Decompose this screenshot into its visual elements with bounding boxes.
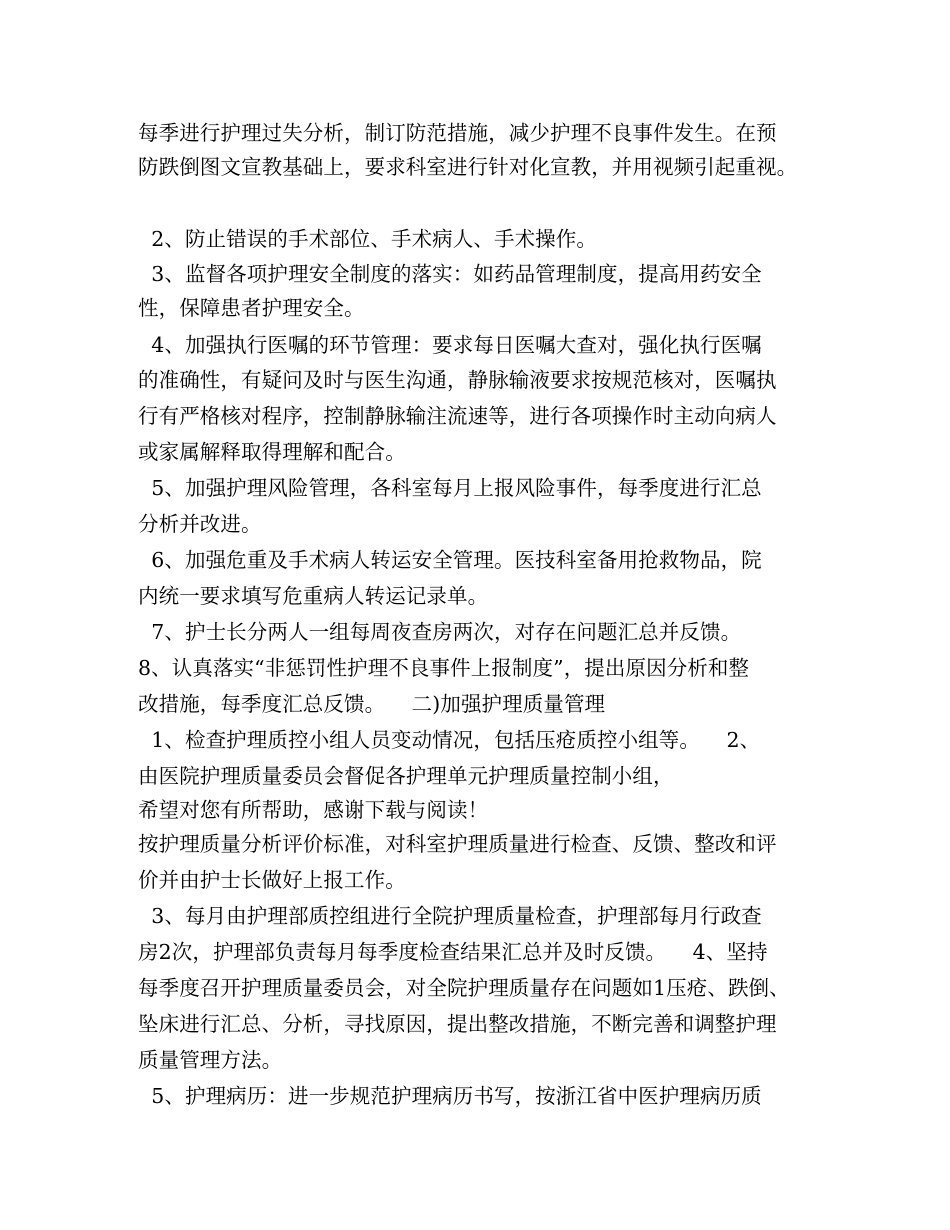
text-line: 希望对您有所帮助，感谢下载与阅读！	[138, 798, 489, 822]
text-line: 每季进行护理过失分析，制订防范措施，减少护理不良事件发生。在预	[138, 121, 777, 145]
text-line: 2、防止错误的手术部位、手术病人、手术操作。	[138, 227, 597, 251]
text-line: 6、加强危重及手术病人转运安全管理。医技科室备用抢救物品，院	[138, 548, 762, 572]
text-line: 4、加强执行医嘱的环节管理：要求每日医嘱大查对，强化执行医嘱	[138, 333, 762, 357]
text-line: 或家属解释取得理解和配合。	[138, 440, 406, 464]
text-line: 每季度召开护理质量委员会，对全院护理质量存在问题如1压疮、跌倒、	[138, 976, 790, 1000]
text-line: 坠床进行汇总、分析，寻找原因，提出整改措施，不断完善和调整护理	[138, 1012, 777, 1036]
text-line: 改措施，每季度汇总反馈。 二)加强护理质量管理	[138, 692, 606, 716]
text-line: 价并由护士长做好上报工作。	[138, 868, 406, 892]
text-line: 5、加强护理风险管理，各科室每月上报风险事件，每季度进行汇总	[138, 476, 762, 500]
text-line: 性，保障患者护理安全。	[138, 296, 365, 320]
text-line: 5、护理病历：进一步规范护理病历书写，按浙江省中医护理病历质	[138, 1084, 762, 1108]
text-line: 质量管理方法。	[138, 1048, 283, 1072]
text-line: 8、认真落实“非惩罚性护理不良事件上报制度”，提出原因分析和整	[138, 656, 750, 680]
text-line: 房2次，护理部负责每月每季度检查结果汇总并及时反馈。 4、坚持	[138, 940, 768, 964]
text-line: 3、每月由护理部质控组进行全院护理质量检查，护理部每月行政查	[138, 904, 762, 928]
text-line: 3、监督各项护理安全制度的落实：如药品管理制度，提高用药安全	[138, 262, 762, 286]
text-line: 防跌倒图文宣教基础上，要求科室进行针对化宣教，并用视频引起重视。	[138, 155, 798, 179]
text-line: 内统一要求填写危重病人转运记录单。	[138, 584, 489, 608]
text-line: 的准确性，有疑问及时与医生沟通，静脉输液要求按规范核对，医嘱执	[138, 368, 777, 392]
text-line: 行有严格核对程序，控制静脉输注流速等，进行各项操作时主动向病人	[138, 404, 777, 428]
text-line: 分析并改进。	[138, 512, 262, 536]
text-line: 1、检查护理质控小组人员变动情况，包括压疮质控小组等。 2、	[138, 728, 761, 752]
text-line: 7、护士长分两人一组每周夜查房两次，对存在问题汇总并反馈。	[138, 620, 742, 644]
text-line: 按护理质量分析评价标准，对科室护理质量进行检查、反馈、整改和评	[138, 832, 777, 856]
text-line: 由医院护理质量委员会督促各护理单元护理质量控制小组，	[138, 764, 674, 788]
